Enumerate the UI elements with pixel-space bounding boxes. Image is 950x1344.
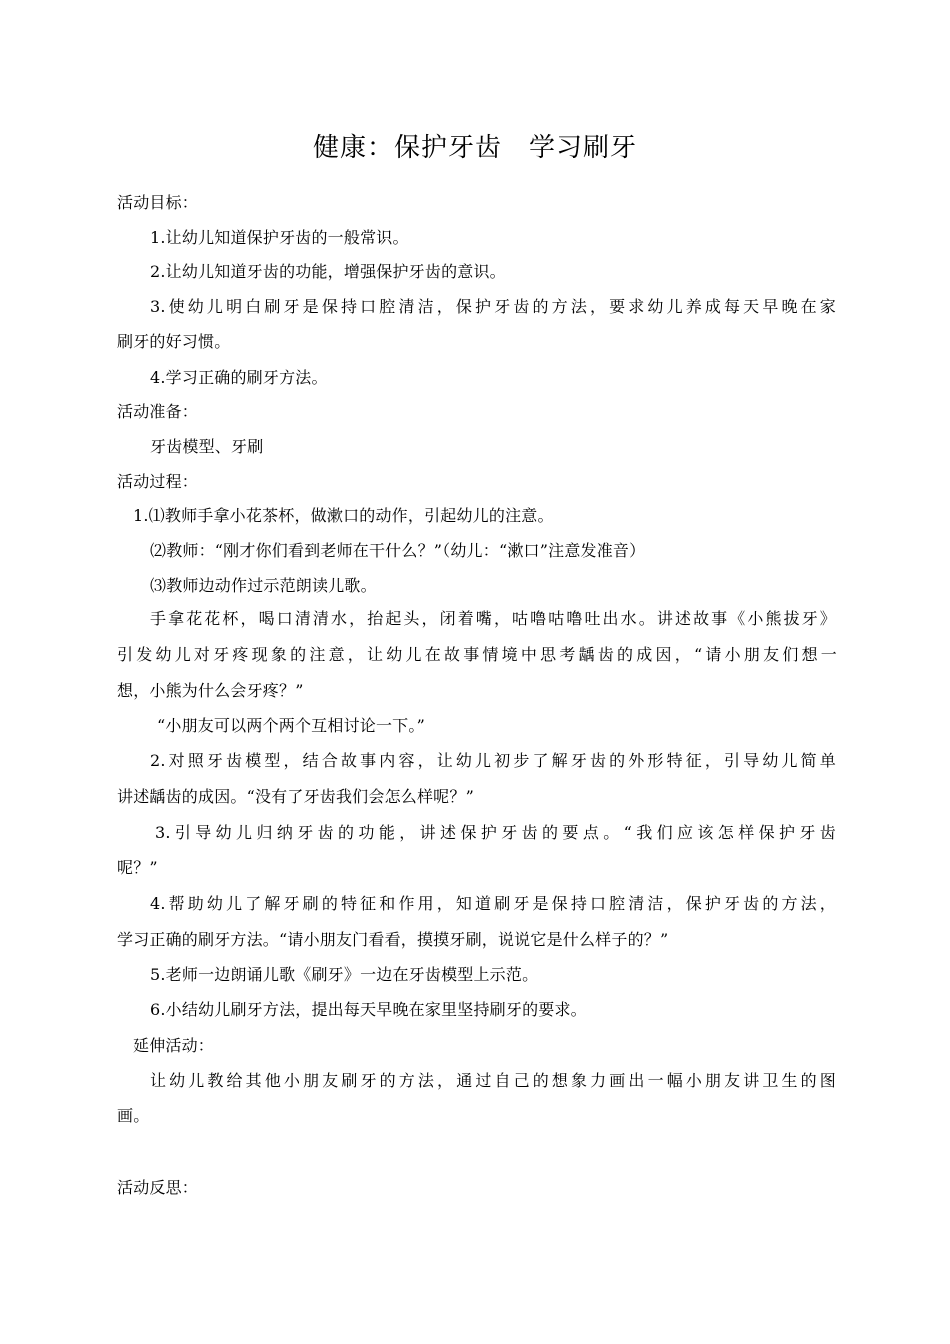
goals-heading: 活动目标： — [117, 193, 199, 212]
goal-item-4: 4.学习正确的刷牙方法。 — [150, 368, 328, 387]
goal-item-3-line-1: 3.使幼儿明白刷牙是保持口腔清洁，保护牙齿的方法，要求幼儿养成每天早晚在家 — [150, 297, 836, 316]
rhyme-line-2: 引发幼儿对牙疼现象的注意，让幼儿在故事情境中思考龋齿的成因，“请小朋友们想一 — [117, 645, 837, 664]
process-step-4-line-1: 4.帮助幼儿了解牙刷的特征和作用，知道刷牙是保持口腔清洁，保护牙齿的方法， — [150, 894, 836, 913]
process-step-6: 6.小结幼儿刷牙方法，提出每天早晚在家里坚持刷牙的要求。 — [150, 1000, 587, 1019]
goal-item-2: 2.让幼儿知道牙齿的功能，增强保护牙齿的意识。 — [150, 262, 506, 281]
process-step-2-line-2: 讲述龋齿的成因。“没有了牙齿我们会怎么样呢？” — [117, 787, 474, 806]
process-step-1b: ⑵教师：“刚才你们看到老师在干什么？”（幼儿：“漱口”注意发准音） — [150, 541, 646, 560]
extension-line-2: 画。 — [117, 1106, 150, 1125]
rhyme-line-3: 想，小熊为什么会牙疼？” — [117, 681, 304, 700]
discuss-line: “小朋友可以两个两个互相讨论一下。” — [157, 716, 425, 735]
prep-materials: 牙齿模型、牙刷 — [150, 437, 264, 456]
reflection-heading: 活动反思： — [117, 1178, 199, 1197]
rhyme-line-1: 手拿花花杯，喝口清清水，抬起头，闭着嘴，咕噜咕噜吐出水。讲述故事《小熊拔牙》 — [150, 609, 836, 628]
process-step-5: 5.老师一边朗诵儿歌《刷牙》一边在牙齿模型上示范。 — [150, 965, 539, 984]
extension-heading: 延伸活动： — [133, 1036, 215, 1055]
page-title: 健康：保护牙齿 学习刷牙 — [312, 133, 637, 163]
prep-heading: 活动准备： — [117, 402, 199, 421]
process-step-1a: 1.⑴教师手拿小花茶杯，做漱口的动作，引起幼儿的注意。 — [133, 506, 554, 525]
process-heading: 活动过程： — [117, 472, 199, 491]
process-step-3-line-1: 3.引导幼儿归纳牙齿的功能，讲述保护牙齿的要点。“我们应该怎样保护牙齿 — [155, 823, 836, 842]
process-step-4-line-2: 学习正确的刷牙方法。“请小朋友门看看，摸摸牙刷，说说它是什么样子的？” — [117, 930, 669, 949]
process-step-3-line-2: 呢？” — [117, 858, 158, 877]
process-step-2-line-1: 2.对照牙齿模型，结合故事内容，让幼儿初步了解牙齿的外形特征，引导幼儿简单 — [150, 751, 836, 770]
goal-item-3-line-2: 刷牙的好习惯。 — [117, 332, 231, 351]
process-step-1c: ⑶教师边动作过示范朗读儿歌。 — [150, 576, 377, 595]
extension-line-1: 让幼儿教给其他小朋友刷牙的方法，通过自己的想象力画出一幅小朋友讲卫生的图 — [150, 1071, 836, 1090]
goal-item-1: 1.让幼儿知道保护牙齿的一般常识。 — [150, 228, 409, 247]
